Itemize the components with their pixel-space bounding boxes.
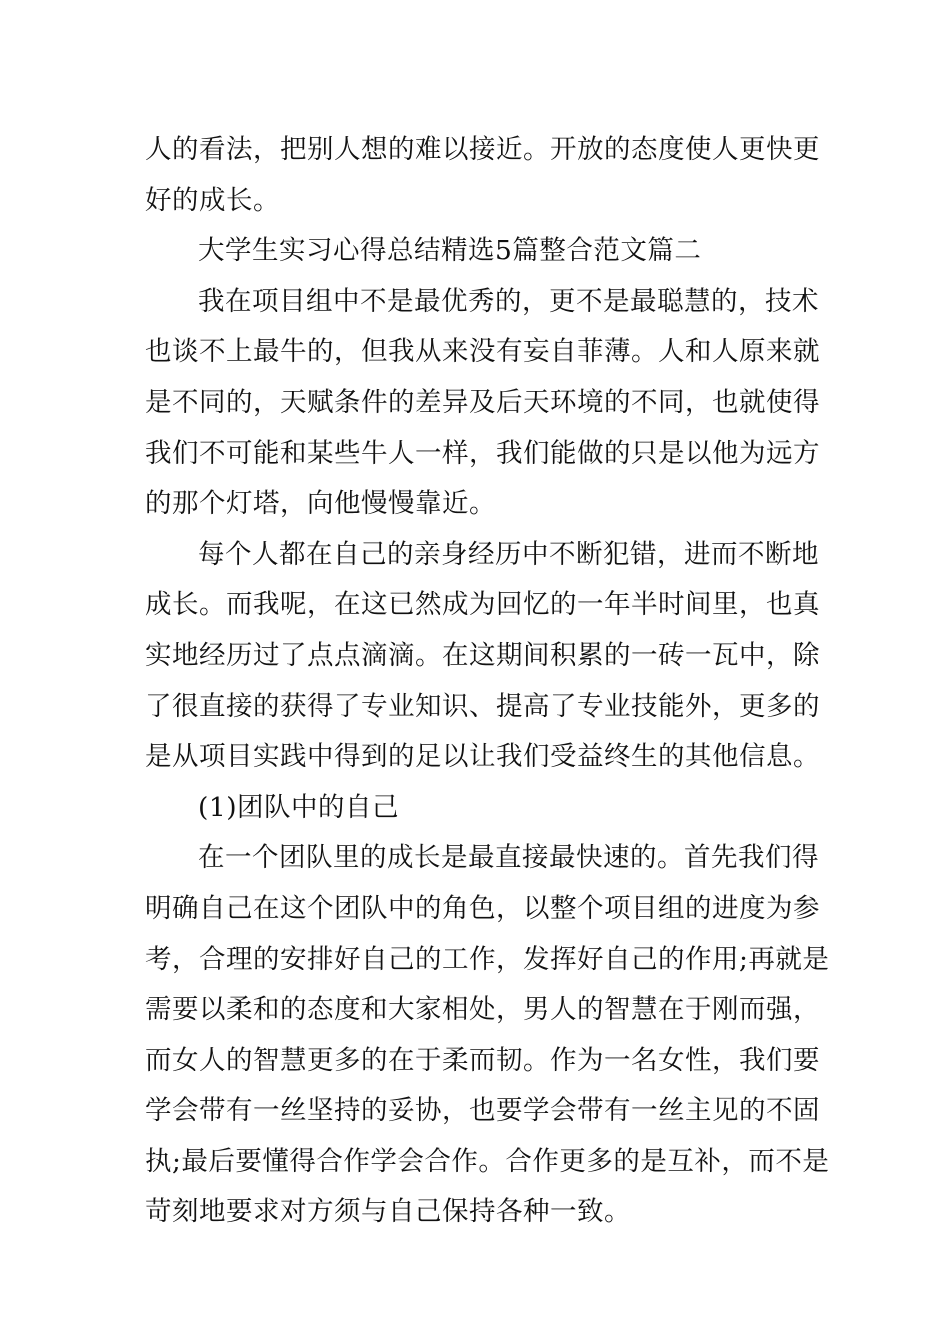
text-line: 需要以柔和的态度和大家相处，男人的智慧在于刚而强， (145, 994, 820, 1026)
text-line: 学会带有一丝坚持的妥协，也要学会带有一丝主见的不固 (145, 1095, 820, 1127)
text-line: 也谈不上最牛的，但我从来没有妄自菲薄。人和人原来就 (145, 336, 820, 368)
text-line: 是不同的，天赋条件的差异及后天环境的不同，也就使得 (145, 386, 820, 418)
text-line: 我在项目组中不是最优秀的，更不是最聪慧的，技术 (198, 285, 819, 317)
text-line: 成长。而我呢，在这已然成为回忆的一年半时间里，也真 (145, 589, 820, 621)
text-line: 我们不可能和某些牛人一样，我们能做的只是以他为远方 (145, 437, 820, 469)
text-line: 人的看法，把别人想的难以接近。开放的态度使人更快更 (145, 134, 820, 165)
text-line: 是从项目实践中得到的足以让我们受益终生的其他信息。 (145, 741, 820, 773)
paragraph-2 (145, 530, 820, 783)
continuation-paragraph (145, 125, 820, 226)
text-line: 好的成长。 (145, 184, 280, 216)
paragraph-1 (145, 277, 820, 530)
text-line: 实地经历过了点点滴滴。在这期间积累的一砖一瓦中，除 (145, 639, 820, 671)
subheading: (1)团队中的自己 (198, 791, 400, 823)
text-line: 每个人都在自己的亲身经历中不断犯错，进而不断地 (198, 538, 819, 570)
text-line: 而女人的智慧更多的在于柔而韧。作为一名女性，我们要 (145, 1044, 820, 1076)
paragraph-3 (145, 833, 830, 1238)
text-line: 执;最后要懂得合作学会合作。合作更多的是互补，而不是 (145, 1145, 830, 1177)
text-line: 的那个灯塔，向他慢慢靠近。 (145, 488, 496, 520)
text-line: 考，合理的安排好自己的工作，发挥好自己的作用;再就是 (145, 943, 830, 975)
text-line: 了很直接的获得了专业知识、提高了专业技能外，更多的 (145, 690, 820, 722)
text-line: 在一个团队里的成长是最直接最快速的。首先我们得 (198, 842, 819, 874)
document-body (145, 125, 830, 1238)
text-line: 明确自己在这个团队中的角色，以整个项目组的进度为参 (145, 892, 820, 924)
section-heading: 大学生实习心得总结精选5篇整合范文篇二 (198, 235, 702, 267)
text-line: 苛刻地要求对方须与自己保持各种一致。 (145, 1196, 631, 1228)
